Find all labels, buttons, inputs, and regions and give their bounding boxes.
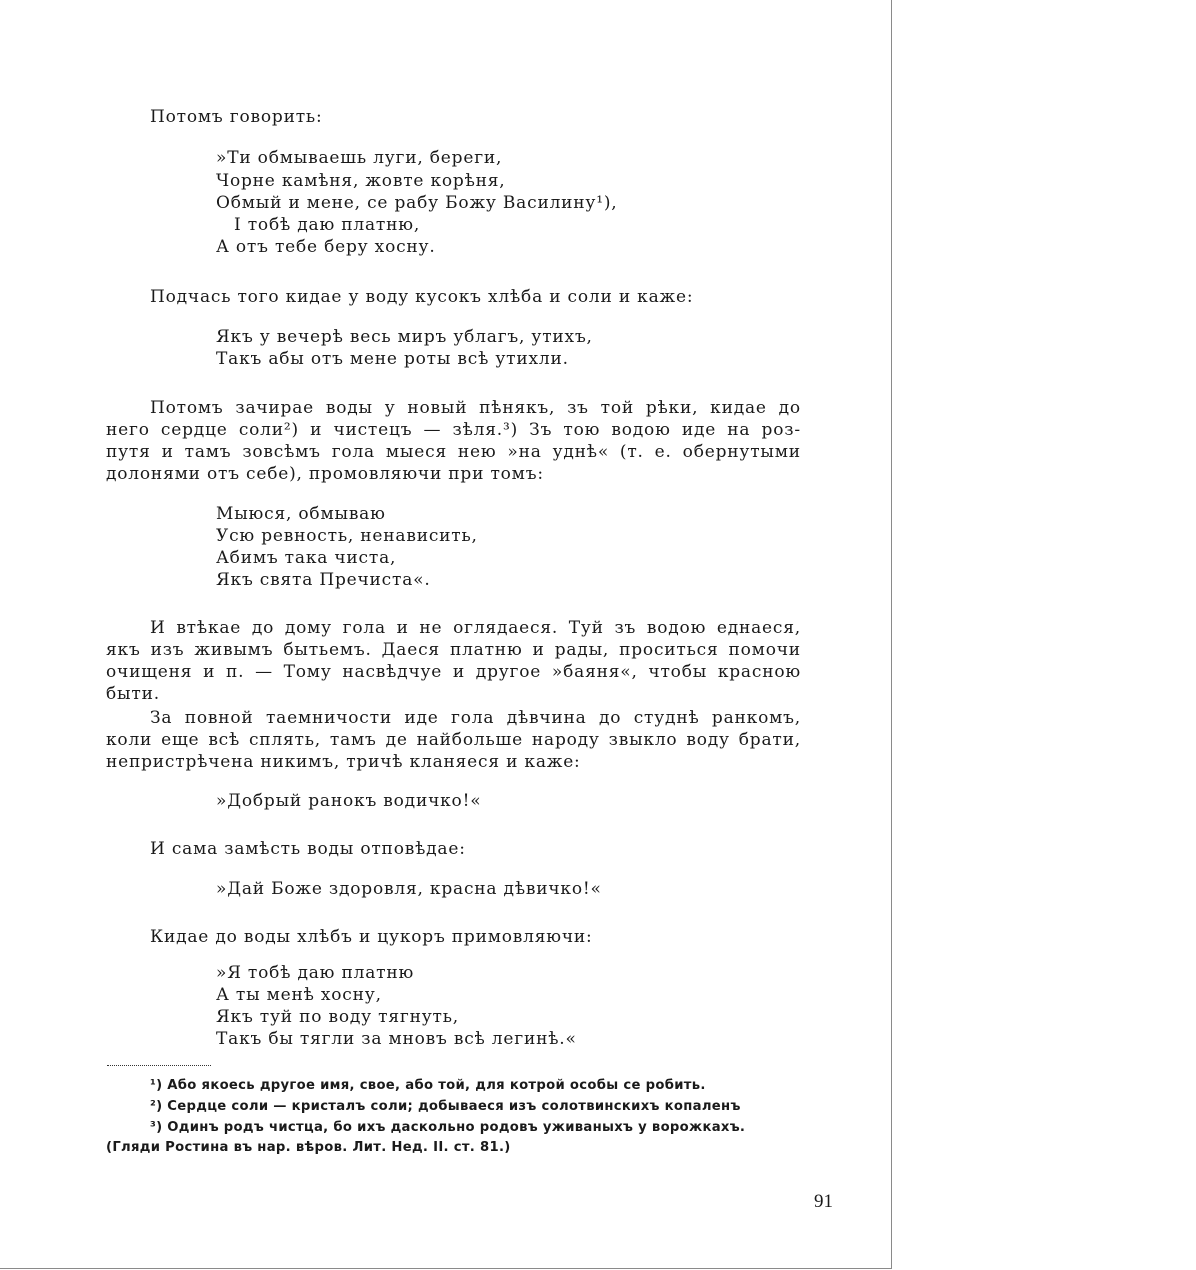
footnote: (Гляди Ростина въ нар. вѣров. Лит. Нед. II. ст. 81.) [106, 1140, 511, 1155]
incantation-line: Якъ туй по воду тягнуть, [216, 1007, 459, 1027]
incantation-line: А ты менѣ хосну, [216, 985, 382, 1005]
word: на [727, 420, 751, 440]
word: гола [451, 708, 495, 728]
word: всѣ [208, 730, 241, 750]
word: брати, [738, 730, 801, 750]
word: п. [225, 662, 245, 682]
word: платню [449, 640, 523, 660]
word: таемничости [265, 708, 392, 728]
word: Туй [568, 618, 604, 638]
incantation-line: А отъ тебе беру хосну. [216, 237, 436, 257]
word: чистецъ [333, 420, 413, 440]
word: Тому [283, 662, 332, 682]
paragraph-line: быти. [106, 684, 160, 704]
word: коли [106, 730, 153, 750]
word: »баяня«, [551, 662, 638, 682]
word: иде [681, 420, 717, 440]
word: насвѣдчуе [342, 662, 443, 682]
word: обернутыми [682, 442, 801, 462]
paragraph-line: непристрѣчена никимъ, тричѣ кланяеся и каже: [106, 752, 581, 772]
word: е. [654, 442, 672, 462]
word: иде [404, 708, 439, 728]
word: и [452, 662, 466, 682]
word: роз- [761, 420, 801, 440]
word: зѣля.³) [452, 420, 518, 440]
word: живымъ [194, 640, 274, 660]
word: водою [611, 420, 671, 440]
word: бытьемъ. [283, 640, 372, 660]
word: новый [407, 398, 468, 418]
paragraph-line [106, 419, 801, 441]
word: изъ [150, 640, 185, 660]
paragraph-line [106, 639, 801, 661]
word: оглядаеся. [453, 618, 559, 638]
word: дому [284, 618, 332, 638]
incantation-line: »Ти обмываешь луги, береги, [216, 148, 503, 168]
word: Даеся [381, 640, 440, 660]
word: сердце [160, 420, 228, 440]
word: За [150, 708, 173, 728]
incantation-line: Такъ бы тягли за мновъ всѣ легинѣ.« [216, 1029, 577, 1049]
word: зъ [567, 398, 589, 418]
incantation-line: Такъ абы отъ мене роты всѣ утихли. [216, 349, 569, 369]
word: — [255, 662, 273, 682]
word: кидае [710, 398, 767, 418]
word: — [423, 420, 442, 440]
word: до [599, 708, 622, 728]
paragraph-line: И сама замѣсть воды отповѣдае: [150, 839, 466, 859]
word: ранкомъ, [711, 708, 801, 728]
greeting-line: »Добрый ранокъ водичко!« [216, 791, 482, 811]
incantation-line: Якъ свята Пречиста«. [216, 570, 431, 590]
word: очищеня [106, 662, 193, 682]
incantation-line: Чорне камѣня, жовте корѣня, [216, 171, 506, 191]
word: соли²) [238, 420, 299, 440]
word: звыкло [608, 730, 678, 750]
word: »на [507, 442, 542, 462]
footnote: ²) Сердце соли — кристалъ соли; добываеся изъ солотвинскихъ копаленъ [150, 1099, 741, 1114]
word: гола [342, 618, 386, 638]
word: студнѣ [633, 708, 700, 728]
word: и [203, 662, 216, 682]
paragraph-line [106, 729, 801, 751]
paragraph-line [106, 441, 801, 463]
word: путя [106, 442, 151, 462]
word: нею [457, 442, 497, 462]
word: пѣнякъ, [479, 398, 556, 418]
word: еще [161, 730, 200, 750]
incantation-line: »Я тобѣ даю платню [216, 963, 415, 983]
word: него [106, 420, 150, 440]
incantation-line: І тобѣ даю платню, [234, 215, 421, 235]
word: мыеся [385, 442, 447, 462]
word: той [600, 398, 634, 418]
word: водою [646, 618, 707, 638]
incantation-line: Усю ревность, ненависить, [216, 526, 478, 546]
word: не [419, 618, 443, 638]
word: чтобы [648, 662, 708, 682]
word: и [161, 442, 174, 462]
incantation-line: Мыюся, обмываю [216, 504, 386, 524]
word: и [310, 420, 323, 440]
word: (т. [619, 442, 644, 462]
incantation-line: Обмый и мене, се рабу Божу Василину¹), [216, 193, 618, 213]
word: красною [717, 662, 801, 682]
word: до [251, 618, 275, 638]
word: зовсѣмъ [242, 442, 321, 462]
word: повной [184, 708, 254, 728]
word: Потомъ [150, 398, 224, 418]
paragraph-line [106, 661, 801, 683]
word: проситься [619, 640, 719, 660]
word: сплять, [248, 730, 321, 750]
word: еднаеся, [716, 618, 801, 638]
footnote-divider [107, 1065, 211, 1066]
paragraph-line [150, 397, 801, 419]
word: воды [325, 398, 373, 418]
page-number: 91 [814, 1191, 833, 1212]
paragraph-line: Кидае до воды хлѣбъ и цукоръ примовляючи: [150, 927, 593, 947]
paragraph-line [150, 617, 801, 639]
word: и [532, 640, 545, 660]
word: зъ [614, 618, 637, 638]
incantation-line: Якъ у вечерѣ весь миръ ублагъ, утихъ, [216, 327, 593, 347]
paragraph-line: Подчась того кидае у воду кусокъ хлѣба и соли и каже: [150, 287, 694, 307]
word: другое [475, 662, 542, 682]
word: рѣки, [645, 398, 699, 418]
incantation-line: Абимъ така чиста, [216, 548, 397, 568]
word: втѣкае [176, 618, 242, 638]
word: Зъ [529, 420, 553, 440]
paragraph-line [150, 707, 801, 729]
word: И [150, 618, 166, 638]
word: у [384, 398, 396, 418]
word: найбольше [416, 730, 523, 750]
word: и [396, 618, 409, 638]
word: уднѣ« [552, 442, 610, 462]
word: якъ [106, 640, 141, 660]
word: тамъ [184, 442, 232, 462]
word: зачирае [235, 398, 315, 418]
paragraph-line: долонями отъ себе), промовляючи при томъ: [106, 464, 544, 484]
footnote: ¹) Або якоесь другое имя, свое, або той, для котрой особы се робить. [150, 1078, 706, 1093]
word: воду [686, 730, 730, 750]
word: до [778, 398, 801, 418]
word: рады, [554, 640, 610, 660]
word: помочи [728, 640, 801, 660]
intro-line: Потомъ говорить: [150, 107, 323, 127]
word: де [385, 730, 408, 750]
word: гола [331, 442, 375, 462]
response-line: »Дай Боже здоровля, красна дѣвичко!« [216, 879, 602, 899]
footnote: ³) Одинъ родъ чистца, бо ихъ даскольно родовъ уживаныхъ у ворожкахъ. [150, 1120, 746, 1135]
word: тамъ [329, 730, 377, 750]
word: дѣвчина [506, 708, 587, 728]
word: народу [531, 730, 600, 750]
word: тою [563, 420, 601, 440]
